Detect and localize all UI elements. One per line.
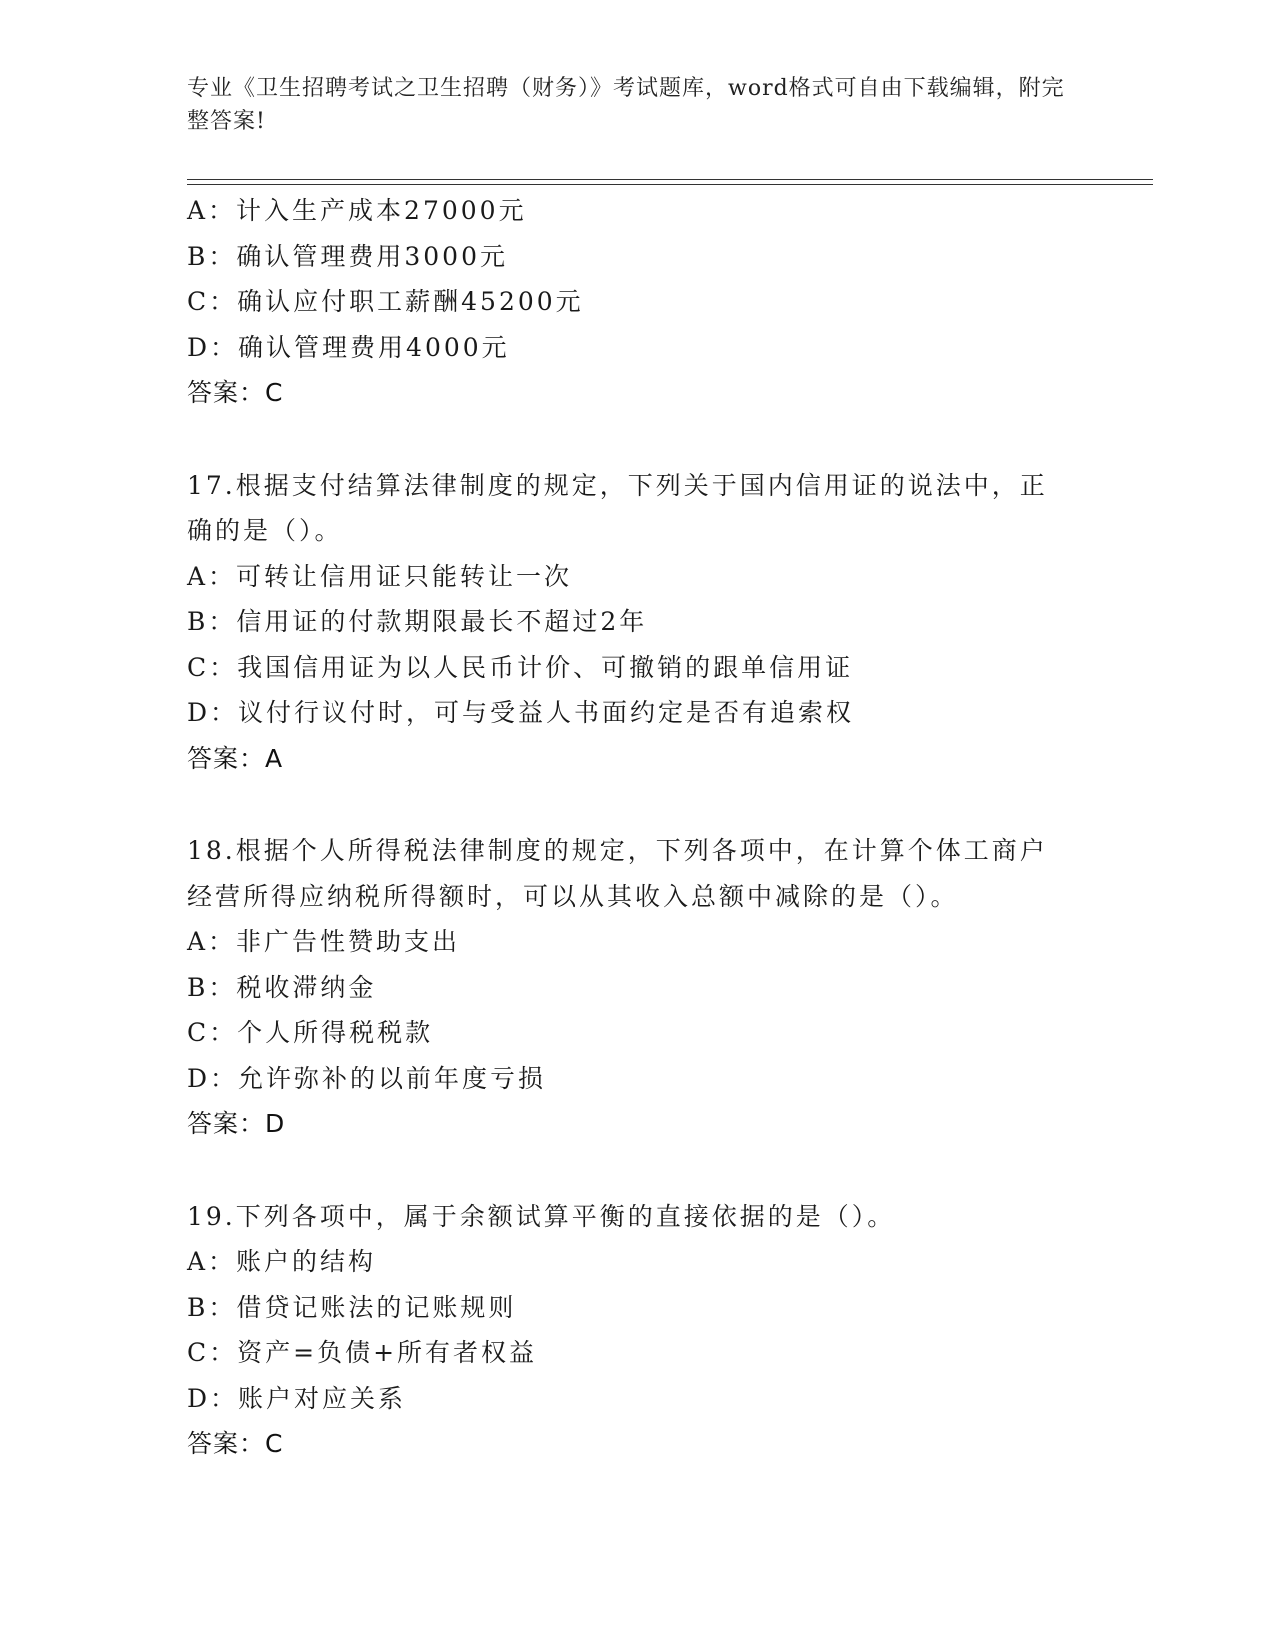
option-d: D：账户对应关系 (187, 1383, 407, 1413)
question-block-17 (187, 463, 1087, 782)
option-b: B：借贷记账法的记账规则 (187, 1292, 517, 1322)
document-header: 专业《卫生招聘考试之卫生招聘（财务）》考试题库，word格式可自由下载编辑，附完整答案! (187, 76, 1065, 134)
option-a: A：账户的结构 (187, 1247, 377, 1276)
option-b: B：确认管理费用3000元 (187, 241, 508, 271)
header-divider-bottom (187, 184, 1153, 185)
option-c: C：确认应付职工薪酬45200元 (187, 287, 584, 316)
spacer (187, 416, 1087, 463)
spacer (187, 781, 1087, 828)
question-stem: 18.根据个人所得税法律制度的规定，下列各项中，在计算个体工商户经营所得应纳税所得额时，可以从其收入总额中减除的是（）。 (187, 836, 1048, 911)
option-a: A：计入生产成本27000元 (187, 196, 527, 225)
question-list (187, 188, 1087, 1467)
option-c: C：资产=负债+所有者权益 (187, 1338, 538, 1367)
option-a: A：可转让信用证只能转让一次 (187, 561, 573, 591)
question-stem: 19.下列各项中，属于余额试算平衡的直接依据的是（）。 (187, 1201, 896, 1231)
option-d: D：确认管理费用4000元 (187, 332, 510, 362)
question-block-19 (187, 1194, 1087, 1467)
option-b: B：信用证的付款期限最长不超过2年 (187, 607, 648, 636)
option-d: D：议付行议付时，可与受益人书面约定是否有追索权 (187, 698, 855, 727)
question-block-16 (187, 188, 1087, 416)
question-stem: 17.根据支付结算法律制度的规定，下列关于国内信用证的说法中，正确的是（）。 (187, 470, 1048, 545)
answer-line: 答案：D (187, 1109, 286, 1138)
header-divider-top (187, 179, 1153, 180)
option-c: C：我国信用证为以人民币计价、可撤销的跟单信用证 (187, 652, 854, 682)
option-b: B：税收滞纳金 (187, 972, 377, 1002)
option-d: D：允许弥补的以前年度亏损 (187, 1063, 547, 1093)
answer-line: 答案：A (187, 743, 284, 773)
answer-line: 答案：C (187, 1429, 284, 1458)
answer-line: 答案：C (187, 378, 284, 407)
option-c: C：个人所得税税款 (187, 1018, 434, 1047)
option-a: A：非广告性赞助支出 (187, 927, 461, 956)
question-block-18 (187, 828, 1087, 1147)
spacer (187, 1147, 1087, 1194)
